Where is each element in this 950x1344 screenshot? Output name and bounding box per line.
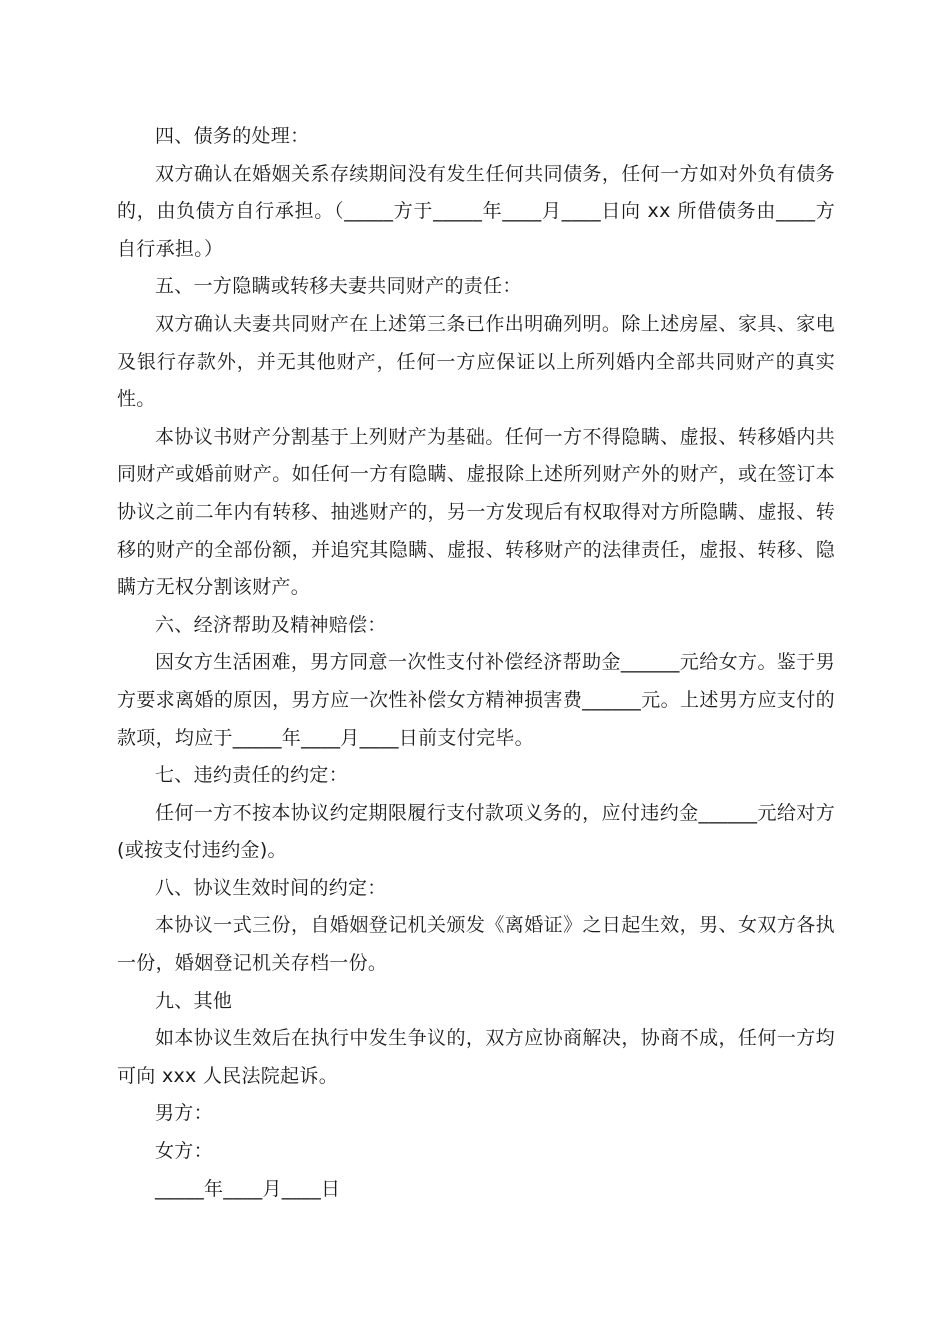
section-heading-effective: 八、协议生效时间的约定： [155,876,387,899]
paragraph-property-division: 本协议书财产分割基于上列财产为基础。任何一方不得隐瞒、虚报、转移婚内共同财产或婚前财产。如任何一方有隐瞒、虚报除上述所列财产外的财产，或在签订本协议之前二年内有转移、抽逃财产的，另一方发现后有权取得对方所隐瞒、虚报、转移的财产的全部份额，并追究其隐瞒、虚报、转移财产的法律责任，虚报、转移、隐瞒方无权分割该财产。 [117,425,835,599]
paragraph-debts: 双方确认在婚姻关系存续期间没有发生任何共同债务，任何一方如对外负有债务的，由负债方自行承担。（_____方于_____年____月____日向 xx 所借债务由____方自行承担。） [117,162,835,260]
section-heading-compensation: 六、经济帮助及精神赔偿： [155,613,387,636]
signature-male: 男方： [155,1102,213,1125]
section-heading-breach: 七、违约责任的约定： [155,764,349,787]
paragraph-property-confirmation: 双方确认夫妻共同财产在上述第三条已作出明确列明。除上述房屋、家具、家电及银行存款外，并无其他财产，任何一方应保证以上所列婚内全部共同财产的真实性。 [117,312,835,411]
section-heading-other: 九、其他 [155,989,233,1012]
document-body [117,118,835,1208]
section-heading-concealment: 五、一方隐瞒或转移夫妻共同财产的责任： [155,275,522,298]
paragraph-other: 如本协议生效后在执行中发生争议的，双方应协商解决，协商不成，任何一方均可向 xxx 人民法院起诉。 [117,1027,835,1087]
paragraph-effective: 本协议一式三份，自婚姻登记机关颁发《离婚证》之日起生效，男、女双方各执一份，婚姻登记机关存档一份。 [117,914,835,975]
paragraph-breach: 任何一方不按本协议约定期限履行支付款项义务的，应付违约金______元给对方(或按支付违约金)。 [117,801,835,862]
signature-date: _____年____月____日 [155,1177,341,1200]
section-heading-debts: 四、债务的处理： [155,125,310,147]
paragraph-compensation: 因女方生活困难，男方同意一次性支付补偿经济帮助金______元给女方。鉴于男方要求离婚的原因，男方应一次性补偿女方精神损害费______元。上述男方应支付的款项，均应于_____年____月____日前支付完毕。 [117,651,835,749]
signature-female: 女方： [155,1140,213,1163]
